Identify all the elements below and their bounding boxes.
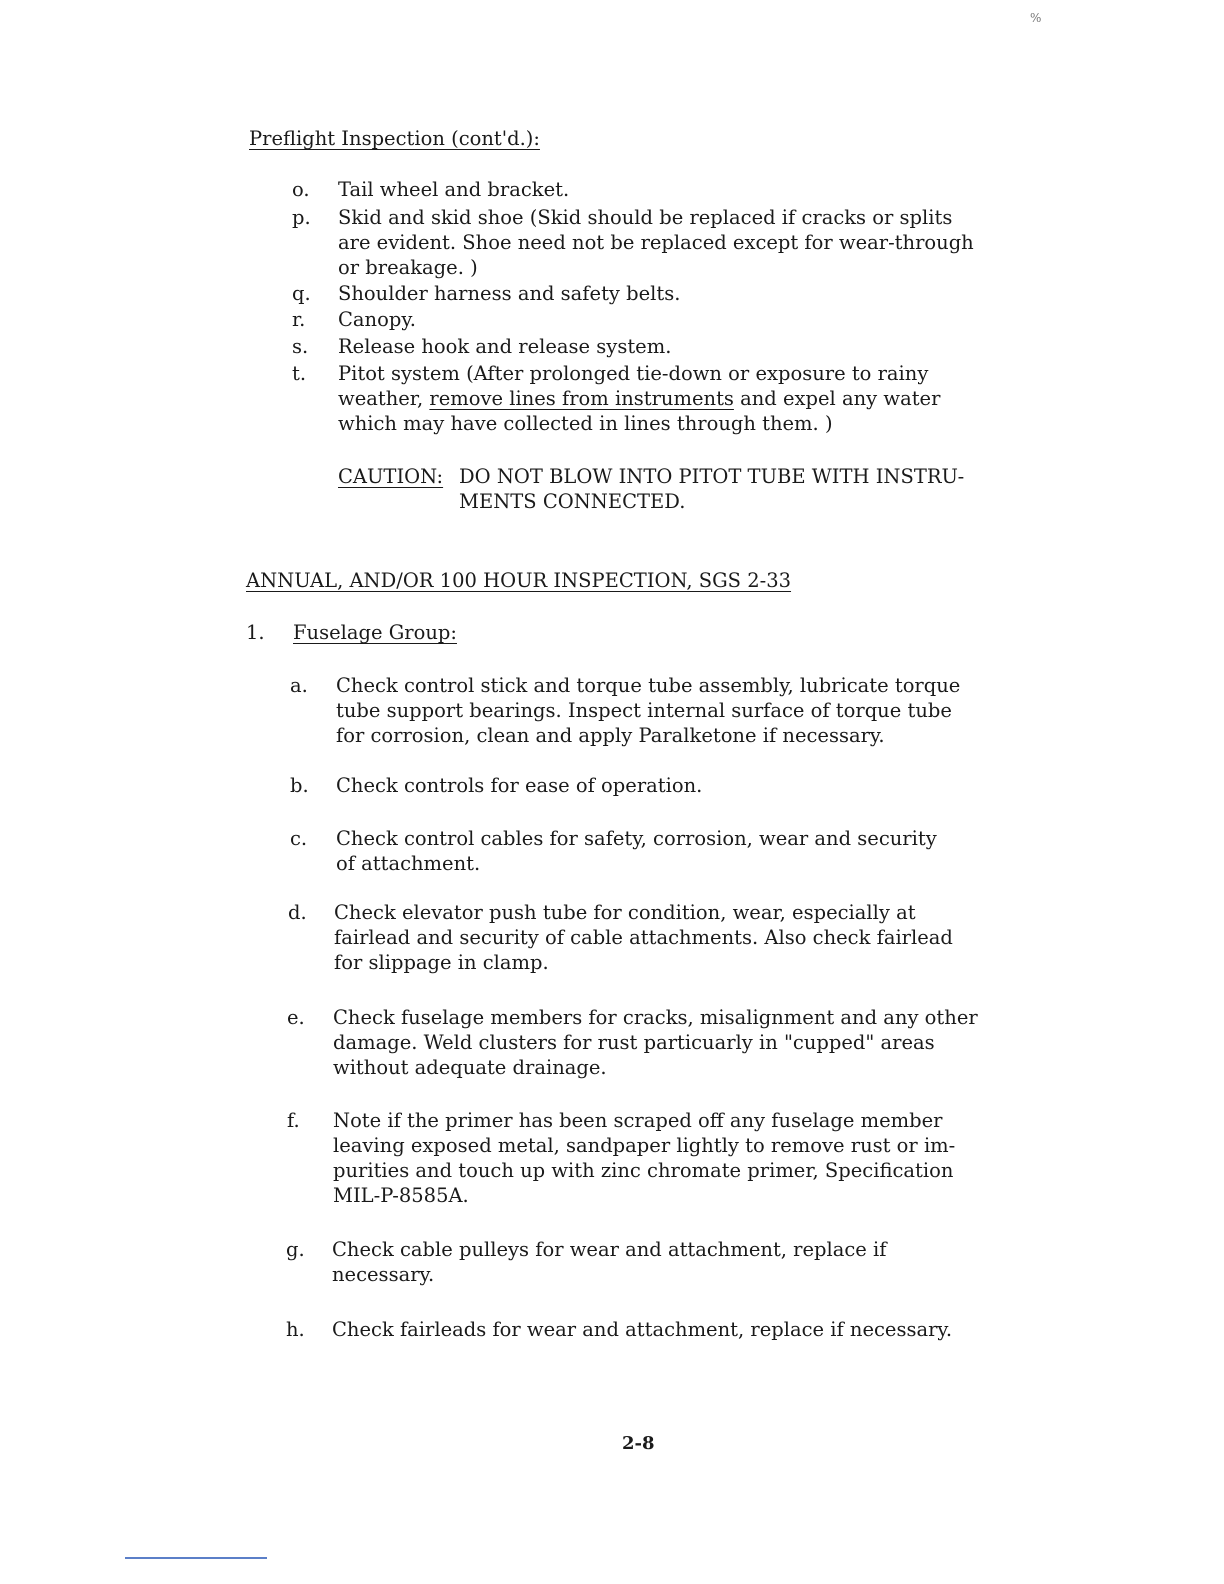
item-text: Check fuselage members for cracks, misalignment and any other damage. Weld clusters for rust particuarly in "cupped" areas without adequate drainage. bbox=[333, 1006, 978, 1079]
item-letter: c. bbox=[290, 827, 308, 850]
item-letter: s. bbox=[292, 335, 309, 358]
item-text: Check controls for ease of operation. bbox=[336, 774, 703, 797]
item-text: Note if the primer has been scraped off any fuselage member leaving exposed metal, sandpaper lightly to remove rust or im- purities and touch up with zinc chromate primer, Specification MIL-P-8585A. bbox=[333, 1109, 956, 1207]
underlined-phrase: remove lines from instruments bbox=[429, 387, 734, 410]
item-letter: g. bbox=[286, 1238, 305, 1261]
page-number: 2-8 bbox=[622, 1433, 655, 1454]
item-letter: t. bbox=[292, 362, 307, 385]
item-letter: h. bbox=[286, 1318, 305, 1341]
item-text: Canopy. bbox=[338, 308, 416, 331]
item-letter: e. bbox=[287, 1006, 305, 1029]
item-text: Release hook and release system. bbox=[338, 335, 672, 358]
item-text: Check elevator push tube for condition, wear, especially at fairlead and security of cable attachments. Also check fairlead for slippage in clamp. bbox=[334, 901, 953, 974]
item-text: Tail wheel and bracket. bbox=[338, 178, 570, 201]
item-letter: r. bbox=[292, 308, 306, 331]
item-text: Check control cables for safety, corrosion, wear and security of attachment. bbox=[336, 827, 937, 875]
item-text: Skid and skid shoe (Skid should be replaced if cracks or splits are evident. Shoe need not be replaced except for wear-through or breakage. ) bbox=[338, 206, 974, 279]
item-text: Pitot system (After prolonged tie-down or exposure to rainy weather, remove lines from instruments and expel any water which may have collected in lines through them. ) bbox=[338, 362, 941, 435]
item-text: Check control stick and torque tube assembly, lubricate torque tube support bearings. Inspect internal surface of torque tube for corrosion, clean and apply Paralketone if necessary. bbox=[336, 674, 961, 747]
section-heading-preflight: Preflight Inspection (cont'd.): bbox=[249, 127, 540, 150]
item-letter: a. bbox=[290, 674, 308, 697]
item-letter: f. bbox=[287, 1109, 300, 1132]
item-letter: b. bbox=[290, 774, 309, 797]
subsection-number: 1. bbox=[246, 621, 265, 644]
subsection-title: Fuselage Group: bbox=[293, 621, 457, 644]
caution-text: DO NOT BLOW INTO PITOT TUBE WITH INSTRU- MENTS CONNECTED. bbox=[459, 465, 965, 513]
item-text: Check cable pulleys for wear and attachment, replace if necessary. bbox=[332, 1238, 887, 1286]
item-letter: q. bbox=[292, 282, 311, 305]
item-text: Check fairleads for wear and attachment, replace if necessary. bbox=[332, 1318, 953, 1341]
caution-label: CAUTION: bbox=[338, 465, 444, 488]
item-letter: d. bbox=[288, 901, 307, 924]
scan-mark: % bbox=[1030, 11, 1042, 25]
item-letter: p. bbox=[292, 206, 311, 229]
scan-edge-line bbox=[125, 1557, 267, 1559]
section-heading-annual: ANNUAL, AND/OR 100 HOUR INSPECTION, SGS 2-33 bbox=[246, 569, 792, 592]
item-letter: o. bbox=[292, 178, 310, 201]
item-text: Shoulder harness and safety belts. bbox=[338, 282, 681, 305]
